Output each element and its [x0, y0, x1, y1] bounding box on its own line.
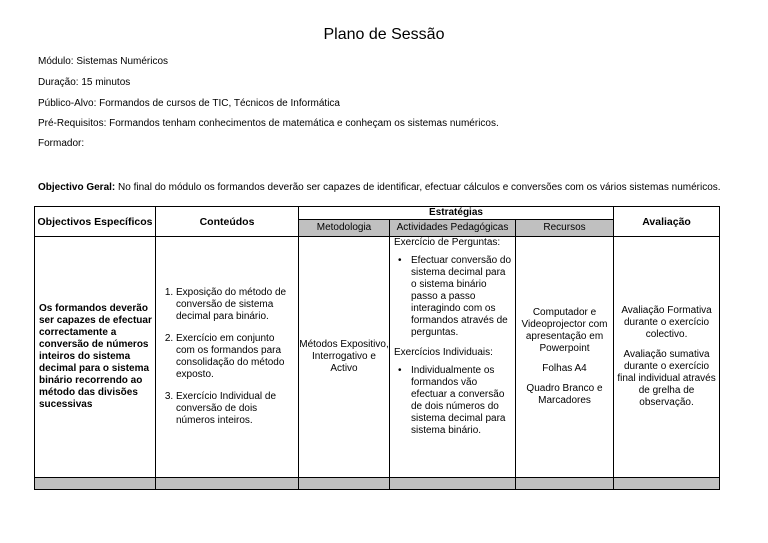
table-footer-row — [35, 478, 720, 490]
session-plan-table — [34, 206, 720, 490]
content-item: 2. Exercício em conjunto com os formandos para consolidação do método exposto. — [176, 333, 294, 381]
header-methodology: Metodologia — [299, 220, 390, 237]
footer-cell — [516, 478, 614, 490]
header-objectives: Objectivos Específicos — [35, 207, 156, 237]
prerequisites-field: Pré-Requisitos: Formandos tenham conhecimentos de matemática e conheçam os sistemas numéricos. — [38, 118, 499, 129]
header-evaluation: Avaliação — [614, 207, 720, 237]
general-objective-text: No final do módulo os formandos deverão ser capazes de identificar, efectuar cálculos e conversões com os vários sistemas numéricos. — [118, 182, 721, 193]
evaluation-item: Avaliação sumativa durante o exercício final individual através de grelha de observação. — [617, 349, 716, 408]
activity-item: • Individualmente os formandos vão efectuar a conversão de dois números do sistema decimal para sistema binário. — [411, 365, 512, 437]
activities-heading: Exercícios Individuais: — [394, 347, 493, 358]
general-objective — [38, 182, 721, 193]
footer-cell — [156, 478, 299, 490]
evaluation-item: Avaliação Formativa durante o exercício colectivo. — [621, 305, 712, 340]
footer-cell — [390, 478, 516, 490]
activity-item: • Efectuar conversão do sistema decimal para o sistema binário passo a passo interagindo com os formandos através de perguntas. — [411, 255, 512, 339]
resource-item: Computador e Videoprojector com apresentação em Powerpoint — [521, 307, 608, 354]
footer-cell — [35, 478, 156, 490]
contents-cell — [156, 237, 299, 478]
resource-item: Quadro Branco e Marcadores — [526, 383, 603, 406]
audience-field: Público-Alvo: Formandos de cursos de TIC, Técnicos de Informática — [38, 98, 340, 109]
resource-item: Folhas A4 — [542, 363, 587, 374]
content-item: 3. Exercício Individual de conversão de dois números inteiros. — [176, 391, 294, 427]
activities-heading: Exercício de Perguntas: — [394, 237, 501, 248]
evaluation-cell — [614, 237, 720, 478]
footer-cell — [299, 478, 390, 490]
footer-cell — [614, 478, 720, 490]
methodology-cell: Métodos Expositivo, Interrogativo e Activo — [299, 237, 390, 478]
activities-cell — [390, 237, 516, 478]
resources-cell — [516, 237, 614, 478]
header-contents: Conteúdos — [156, 207, 299, 237]
page-title: Plano de Sessão — [323, 26, 445, 43]
table-row — [35, 237, 720, 478]
trainer-field: Formador: — [38, 138, 85, 149]
duration-field: Duração: 15 minutos — [38, 77, 131, 88]
content-item: 1. Exposição do método de conversão de sistema decimal para binário. — [176, 287, 294, 323]
header-activities: Actividades Pedagógicas — [390, 220, 516, 237]
header-strategies: Estratégias — [299, 207, 614, 220]
header-resources: Recursos — [516, 220, 614, 237]
objectives-cell: Os formandos deverão ser capazes de efectuar correctamente a conversão de números inteiros do sistema decimal para o sistema binário recorrendo ao método das divisões sucessivas — [35, 237, 156, 478]
module-field: Módulo: Sistemas Numéricos — [38, 56, 169, 67]
general-objective-label: Objectivo Geral: — [38, 182, 116, 193]
